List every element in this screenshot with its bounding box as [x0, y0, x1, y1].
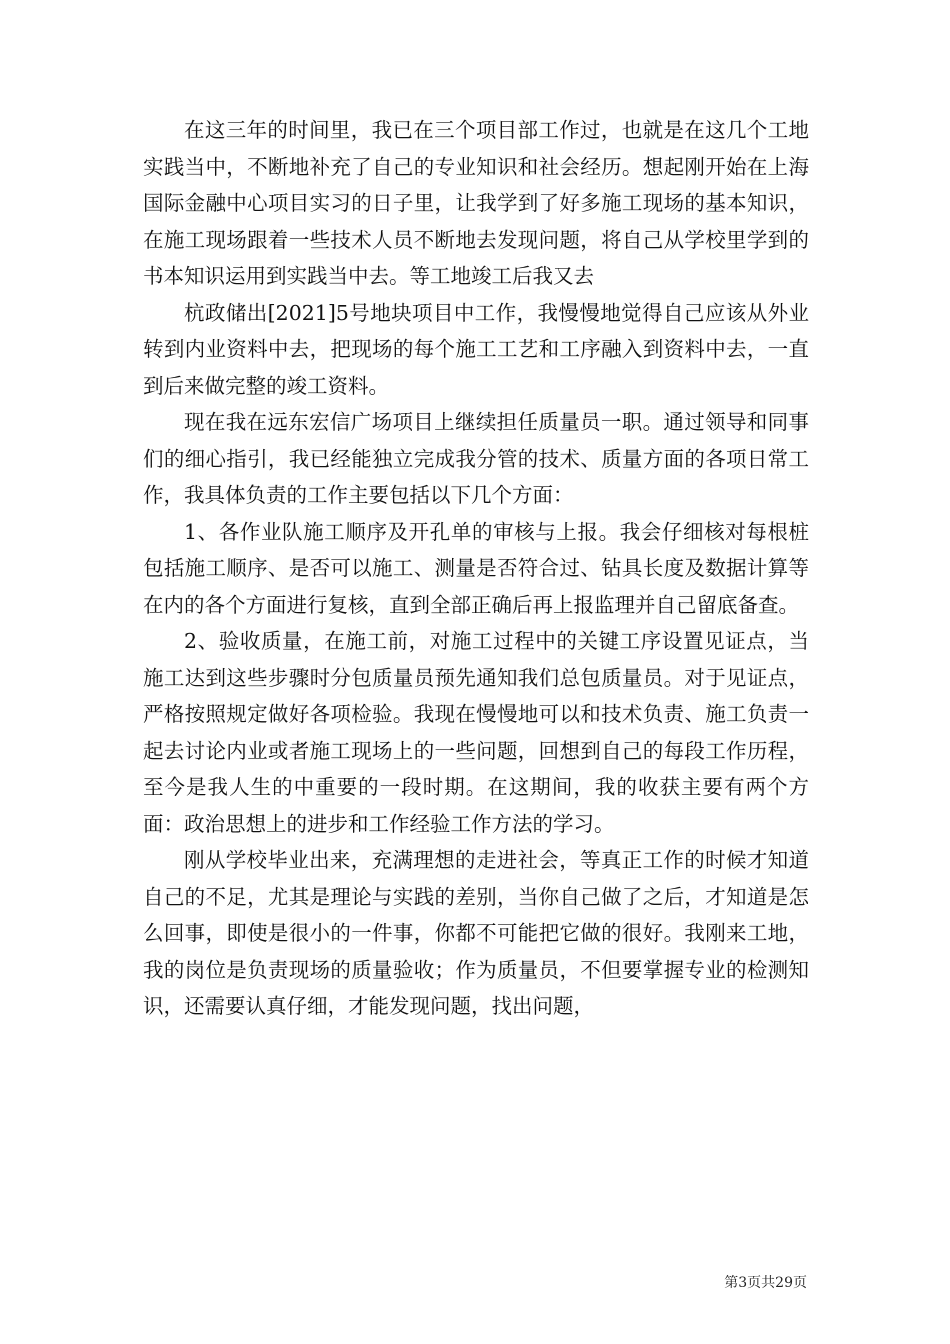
- paragraph-5: 2、验收质量，在施工前，对施工过程中的关键工序设置见证点，当施工达到这些步骤时分包质量员预先通知我们总包质量员。对于见证点，严格按照规定做好各项检验。我现在慢慢地可以和技术负责、施工负责一起去讨论内业或者施工现场上的一些问题，回想到自己的每段工作历程，至今是我人生的中重要的一段时期。在这期间，我的收获主要有两个方面：政治思想上的进步和工作经验工作方法的学习。: [143, 629, 809, 836]
- paragraph-3: 现在我在远东宏信广场项目上继续担任质量员一职。通过领导和同事们的细心指引，我已经能独立完成我分管的技术、质量方面的各项日常工作，我具体负责的工作主要包括以下几个方面：: [143, 410, 809, 507]
- paragraph-4: 1、各作业队施工顺序及开孔单的审核与上报。我会仔细核对每根桩包括施工顺序、是否可以施工、测量是否符合过、钻具长度及数据计算等在内的各个方面进行复核，直到全部正确后再上报监理并自己留底备查。: [143, 519, 809, 617]
- page-number: 第3页共29页: [724, 1275, 807, 1291]
- paragraph-2: 杭政储出[2021]5号地块项目中工作，我慢慢地觉得自己应该从外业转到内业资料中去，把现场的每个施工工艺和工序融入到资料中去，一直到后来做完整的竣工资料。: [143, 300, 809, 398]
- paragraph-6: 刚从学校毕业出来，充满理想的走进社会，等真正工作的时候才知道自己的不足，尤其是理论与实践的差别，当你自己做了之后，才知道是怎么回事，即使是很小的一件事，你都不可能把它做的很好。我刚来工地，我的岗位是负责现场的质量验收；作为质量员，不但要掌握专业的检测知识，还需要认真仔细，才能发现问题，找出问题，: [143, 848, 809, 1018]
- document-body: [143, 112, 809, 1025]
- paragraph-1: 在这三年的时间里，我已在三个项目部工作过，也就是在这几个工地实践当中，不断地补充了自己的专业知识和社会经历。想起刚开始在上海国际金融中心项目实习的日子里，让我学到了好多施工现场的基本知识，在施工现场跟着一些技术人员不断地去发现问题，将自己从学校里学到的书本知识运用到实践当中去。等工地竣工后我又去: [143, 118, 809, 288]
